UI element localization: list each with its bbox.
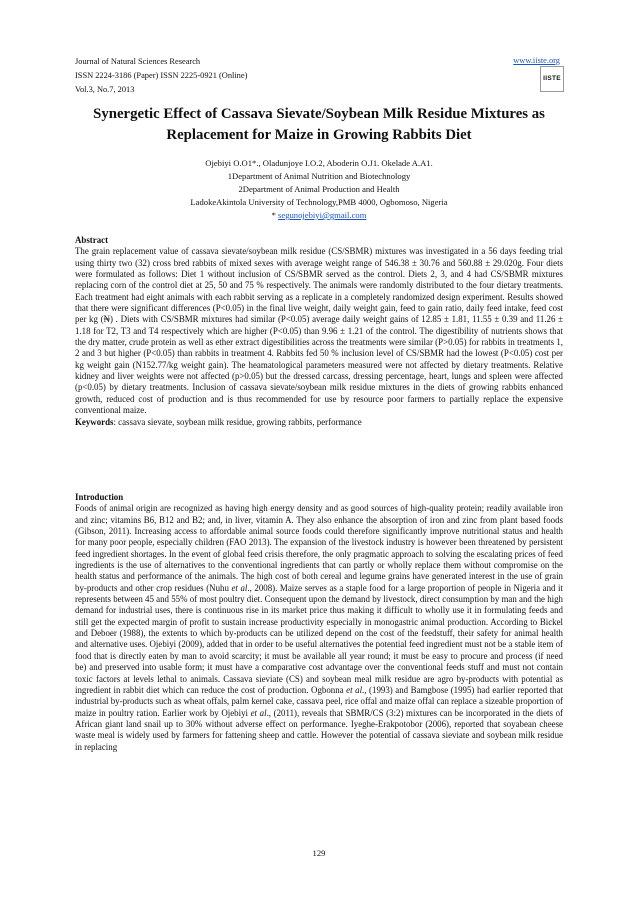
journal-name: Journal of Natural Sciences Research: [75, 57, 201, 66]
affiliation-1: 1Department of Animal Nutrition and Biotechnology: [227, 171, 411, 181]
abstract-heading: Abstract: [75, 235, 109, 245]
paper-title: Synergetic Effect of Cassava Sievate/Soybean Milk Residue Mixtures as Replacement for Maize in Growing Rabbits Diet: [93, 106, 545, 143]
introduction-section: [75, 492, 563, 753]
intro-part-2: ., 2008). Maize serves as a staple food for a large proportion of people in Nigeria and it represents between 45 and 55% of most poultry diet. Consequent upon the demand by livestock, direct consumption by man and the high demand for industrial uses, there is continuous rise in its market price thus making it difficult to wholly use it in formulating feeds and still get the expected margin of profit to sustain increase productivity especially in monogastric animal production. According to Bickel and Deboer (1988), the extents to which by-products can be utilized depend on the cost of the feedstuff, their safety for animal health and alternative uses. Ojebiyi (2009), added that in order to be useful alternatives the potential feed ingredient must not be a stable item of food that is directly eaten by man to avoid scarcity; it must be available all year round; it must be easy to procure and process (if need be) and preserved into usable form; it must have a comparative cost advantage over the conventional feeds stuff and must not contain toxic factors at levels lethal to animals. Cassava sieviate (CS) and soybean meal milk residue are agro by-products with potential as ingredient in rabbit diet which can reduce the cost of production. Ogbonna: [75, 582, 563, 695]
introduction-heading: Introduction: [75, 492, 124, 502]
keywords-label: Keywords: [75, 416, 114, 427]
iiste-logo: IISTE: [540, 66, 564, 92]
affiliation-3: LadokeAkintola University of Technology,PMB 4000, Ogbomoso, Nigeria: [190, 197, 448, 207]
volume-line: Vol.3, No.7, 2013: [75, 85, 135, 94]
intro-part-3: ., (1993) and Bamgbose (1995) had earlier reported that industrial by-products such as wheat offals, palm kernel cake, cassava peel, rice offal and maize offal can replace a sizeable proportion of maize in poultry ration. Earlier work by Ojebiyi: [75, 684, 564, 718]
asterisk-marker: *: [271, 210, 279, 220]
page-number: 129: [312, 848, 326, 858]
abstract-section: [75, 235, 563, 428]
author-email-link[interactable]: segunojebiyi@gmail.com: [278, 210, 367, 220]
journal-url-link[interactable]: www.iiste.org: [513, 56, 560, 65]
intro-part-1: Foods of animal origin are recognized as having high energy density and as good sources of high-quality protein; readily available iron and zinc; vitamins B6, B12 and B2; and, in liver, vitamin A. They also enhance the absorption of iron and zinc from plant based foods (Gibson, 2011). Increasing access to affordable animal source foods could therefore significantly improve nutritional status and health for many poor people, especially children (FAO 2013). The expansion of the livestock industry is however been threatened by persistent feed ingredient shortages. In the event of global feed crisis therefore, the only pragmatic approach to solving the escalating prices of feed ingredients is the use of alternatives to the conventional ingredients that can partly or wholly replace them without compromise on the health status and performance of the animals. The high cost of both cereal and legume grains have generated interest in the use of grain by-products and other crop residues (Nuhu: [75, 503, 563, 593]
keywords-line: [75, 417, 563, 428]
keywords-text: : cassava sievate, soybean milk residue, growing rabbits, performance: [113, 416, 362, 427]
intro-et-al-1: et al: [231, 582, 248, 593]
email-line: [75, 209, 563, 222]
affiliation-2: 2Department of Animal Production and Health: [238, 184, 400, 194]
authors-line: [75, 157, 563, 170]
authors-text: Ojebiyi O.O1*., Oladunjoye I.O.2, Aboderin O.J1. Okelade A.A1.: [205, 158, 433, 168]
intro-et-al-3: et al: [250, 707, 267, 718]
intro-et-al-2: et al: [346, 684, 363, 695]
introduction-text: [75, 503, 563, 753]
issn-line: ISSN 2224-3186 (Paper) ISSN 2225-0921 (Online): [75, 71, 248, 80]
abstract-text: The grain replacement value of cassava sievate/soybean milk residue (CS/SBMR) mixtures was investigated in a 56 days feeding trial using thirty two (32) cross bred rabbits of mixed sexes with average weight range of 546.38 ± 30.76 and 560.88 ± 29.020g. Four diets were formulated as follows: Diet 1 without inclusion of CS/SBMR served as the control. Diets 2, 3, and 4 had CS/SBMR mixtures replacing corn of the control diet at 25, 50 and 75 % respectively. The animals were randomly distributed to the four dietary treatments. Each treatment had eight animals with each rabbit serving as a replicate in a completely randomized design experiment. Results showed that there were significant differences (P<0.05) in the final live weight, daily weight gain, feed to gain ratio, daily feed intake, feed cost per kg (₦) . Diets with CS/SBMR mixtures had similar (P<0.05) average daily weight gains of 12.85 ± 1.81, 11.55 ± 0.39 and 11.26 ± 1.18 for T2, T3 and T4 respectively which are higher (P<0.05) than 9.96 ± 1.21 of the control. The digestibility of nutrients shows that the dry matter, crude protein as well as ether extract digestibilities across the treatments were similar (P>0.05) for rabbits in treatments 1, 2 and 3 but higher (P<0.05) than rabbits in treatment 4. Rabbits fed 50 % inclusion level of CS/SBMR had the lowest (P<0.05) cost per kg weight gain (N152.77/kg weight gain). The heamatological parameters measured were not affected by dietary treatments. Relative kidney and liver weights were not affected (p>0.05) but the dressed carcass, dressing percentage, heart, lungs and spleen were affected (p<0.05) by dietary treatments. Inclusion of cassava sievate/soybean milk residue mixtures in the diets of growing rabbits enhanced growth, reduced cost of production and is thus recommended for use by resource poor farmers to partially replace the expensive conventional maize.: [75, 246, 563, 416]
intro-part-4: ., (2011), reveals that SBMR/CS (3:2) mixtures can be incorporated in the diets of African giant land snail up to 30% without adverse effect on performance. Iyeghe-Erakpotobor (2006), reported that soyabean cheese waste meal is widely used by farmers for fattening sheep and cattle. However the potential of cassava sieviate and soybean milk residue in replacing: [75, 707, 563, 752]
